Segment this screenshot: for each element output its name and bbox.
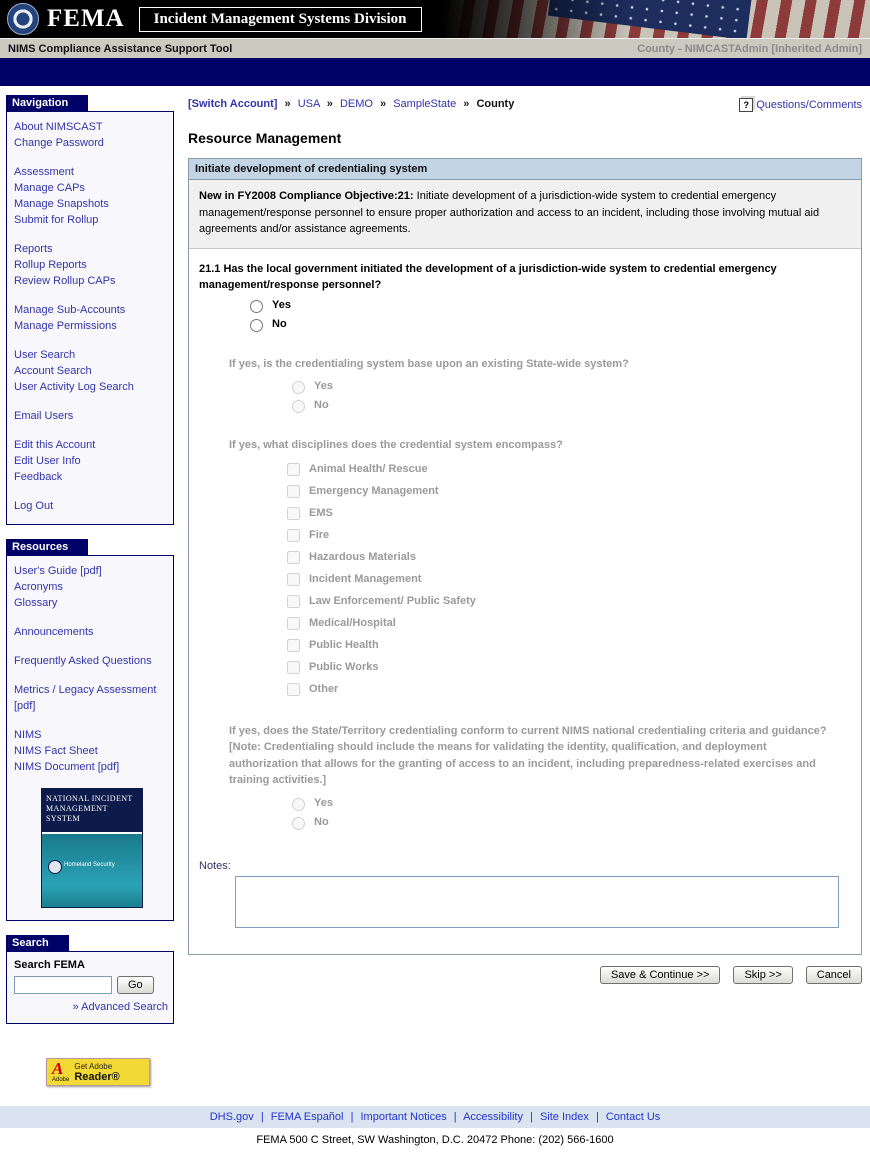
sidebar-item-metrics-legacy-assessment[interactable]: Metrics / Legacy Assessment [pdf]	[14, 684, 157, 712]
conform-no-radio	[292, 817, 305, 830]
sidebar-item-edit-user-info[interactable]: Edit User Info	[14, 455, 81, 467]
breadcrumb-samplestate-link[interactable]: SampleState	[393, 98, 457, 110]
discipline-emergency-management-label: Emergency Management	[309, 485, 439, 497]
discipline-incident-management-checkbox	[287, 573, 300, 586]
sidebar-item-assessment[interactable]: Assessment	[14, 166, 74, 178]
footer-link-site-index[interactable]: Site Index	[539, 1111, 589, 1123]
advanced-search-link[interactable]: » Advanced Search	[72, 1001, 168, 1013]
app-toolbar	[0, 38, 870, 58]
discipline-public-works-checkbox	[287, 661, 300, 674]
questions-comments-link[interactable]	[739, 98, 862, 112]
sidebar-item-manage-sub-accounts[interactable]: Manage Sub-Accounts	[14, 304, 126, 316]
navigation-section	[6, 95, 174, 525]
question-panel	[188, 158, 862, 955]
sidebar-item-edit-this-account[interactable]: Edit this Account	[14, 439, 96, 451]
sidebar-item-glossary[interactable]: Glossary	[14, 597, 58, 609]
sidebar-item-about-nimscast[interactable]: About NIMSCAST	[14, 121, 103, 133]
adobe-logo-icon: A Adobe	[52, 1059, 70, 1083]
discipline-emergency-management-checkbox	[287, 485, 300, 498]
footer-link-fema-espanol[interactable]: FEMA Español	[270, 1111, 344, 1123]
discipline-animal-health-label: Animal Health/ Rescue	[309, 463, 428, 475]
sidebar-item-change-password[interactable]: Change Password	[14, 137, 104, 149]
footer-separator: |	[530, 1111, 533, 1123]
discipline-other-checkbox	[287, 683, 300, 696]
form-actions	[188, 966, 862, 984]
fema-brand: FEMA	[47, 5, 125, 32]
sidebar-item-acronyms[interactable]: Acronyms	[14, 581, 63, 593]
sidebar-item-nims-fact-sheet[interactable]: NIMS Fact Sheet	[14, 745, 98, 757]
objective-lead: New in FY2008 Compliance Objective:21:	[199, 190, 414, 202]
us-flag-image	[440, 0, 870, 38]
resources-header: Resources	[6, 539, 88, 555]
search-input[interactable]	[14, 976, 112, 994]
account-label: County - NIMCASTAdmin [Inherited Admin]	[637, 42, 862, 55]
navy-band	[0, 58, 870, 86]
footer-separator: |	[595, 1111, 599, 1123]
sidebar-item-manage-snapshots[interactable]: Manage Snapshots	[14, 198, 109, 210]
discipline-incident-management-label: Incident Management	[309, 573, 422, 585]
footer-link-accessibility[interactable]: Accessibility	[463, 1111, 523, 1123]
discipline-ems-label: EMS	[309, 507, 333, 519]
sidebar-item-user-search[interactable]: User Search	[14, 349, 76, 361]
discipline-fire-label: Fire	[309, 529, 330, 541]
statewide-yes-radio	[292, 381, 305, 394]
question-text: Has the local government initiated the development of a jurisdiction-wide system to credential emergency management/response personnel?	[199, 262, 777, 291]
footer-link-important-notices[interactable]: Important Notices	[360, 1111, 447, 1123]
cover-title: NATIONAL INCIDENT MANAGEMENT SYSTEM	[42, 789, 142, 834]
footer-address: FEMA 500 C Street, SW Washington, D.C. 20472 Phone: (202) 566-1600	[256, 1134, 614, 1146]
search-section	[6, 935, 174, 1024]
dhs-seal-icon	[48, 860, 62, 874]
discipline-ems-checkbox	[287, 507, 300, 520]
statewide-yes-label: Yes	[314, 380, 333, 392]
discipline-law-enforcement-label: Law Enforcement/ Public Safety	[309, 595, 476, 607]
sidebar-item-submit-for-rollup[interactable]: Submit for Rollup	[14, 214, 99, 226]
discipline-public-health-label: Public Health	[309, 639, 379, 651]
masthead	[0, 0, 870, 38]
flag-fade	[440, 0, 870, 38]
sidebar-item-announcements[interactable]: Announcements	[14, 626, 94, 638]
panel-header: Initiate development of credentialing system	[189, 159, 861, 180]
sidebar-item-nims[interactable]: NIMS	[14, 729, 42, 741]
footer-link-contact-us[interactable]: Contact Us	[605, 1111, 661, 1123]
sidebar-item-rollup-reports[interactable]: Rollup Reports	[14, 259, 87, 271]
save-continue-button[interactable]: Save & Continue >>	[600, 966, 720, 984]
footer-separator: |	[260, 1111, 264, 1123]
switch-account-link[interactable]: [Switch Account]	[188, 98, 278, 110]
compliance-objective	[189, 180, 861, 249]
search-header: Search	[6, 935, 69, 951]
subquestion-statewide: If yes, is the credentialing system base upon an existing State-wide system?	[229, 357, 629, 370]
discipline-hazardous-materials-label: Hazardous Materials	[309, 551, 416, 563]
footer-links-bar	[0, 1106, 870, 1128]
sidebar-item-nims-document[interactable]: NIMS Document [pdf]	[14, 761, 120, 773]
question-21-1	[199, 261, 851, 294]
notes-textarea[interactable]	[235, 876, 839, 928]
discipline-fire-checkbox	[287, 529, 300, 542]
sidebar-item-feedback[interactable]: Feedback	[14, 471, 63, 483]
conform-yes-label: Yes	[314, 796, 333, 809]
questions-comments-label: Questions/Comments	[756, 99, 862, 111]
q21-1-yes-label[interactable]: Yes	[272, 298, 291, 311]
nims-document-cover-link[interactable]	[41, 788, 141, 908]
footer-separator: |	[350, 1111, 354, 1123]
statewide-no-label: No	[314, 399, 329, 411]
breadcrumb-separator: »	[463, 98, 470, 110]
q21-1-no-radio[interactable]	[250, 319, 263, 332]
sidebar-item-log-out[interactable]: Log Out	[14, 500, 54, 512]
cancel-button[interactable]: Cancel	[806, 966, 862, 984]
question-number: 21.1	[199, 262, 221, 275]
breadcrumb-separator: »	[380, 98, 387, 110]
sidebar-item-reports[interactable]: Reports	[14, 243, 53, 255]
sidebar-item-users-guide[interactable]: User's Guide [pdf]	[14, 565, 102, 577]
division-badge: Incident Management Systems Division	[139, 7, 422, 32]
main-content	[188, 95, 862, 1008]
sidebar-item-manage-permissions[interactable]: Manage Permissions	[14, 320, 117, 332]
navigation-header: Navigation	[6, 95, 88, 111]
adobe-badge-text: Get Adobe Reader®	[74, 1061, 120, 1083]
sidebar	[6, 95, 174, 1106]
discipline-public-health-checkbox	[287, 639, 300, 652]
question-mark-icon: ?	[739, 98, 753, 112]
breadcrumb-demo-link[interactable]: DEMO	[339, 98, 373, 110]
sidebar-item-email-users[interactable]: Email Users	[14, 410, 74, 422]
conform-yes-radio	[292, 798, 305, 811]
resources-section	[6, 539, 174, 921]
cover-dept-label: Homeland Security	[64, 862, 115, 868]
discipline-hazardous-materials-checkbox	[287, 551, 300, 564]
fema-seal-icon	[7, 3, 39, 35]
footer-separator: |	[453, 1111, 457, 1123]
sidebar-item-account-search[interactable]: Account Search	[14, 365, 92, 377]
conform-no-label: No	[314, 815, 329, 828]
discipline-animal-health-checkbox	[287, 463, 300, 476]
subquestion-disciplines: If yes, what disciplines does the credential system encompass?	[229, 439, 563, 451]
page-title: Resource Management	[188, 130, 342, 146]
sidebar-item-faq[interactable]: Frequently Asked Questions	[14, 655, 152, 667]
search-fema-label: Search FEMA	[14, 959, 85, 971]
discipline-other-label: Other	[309, 683, 339, 695]
search-go-button[interactable]: Go	[117, 976, 154, 994]
objective-text: Initiate development of a jurisdiction-wide system to credential emergency management/response personnel to ensure proper authorization and access to an incident, including those involving mutual aid agreements and/or assistance agreements.	[199, 190, 820, 235]
sidebar-item-manage-caps[interactable]: Manage CAPs	[14, 182, 85, 194]
adobe-reader-badge[interactable]	[46, 1058, 150, 1086]
skip-button[interactable]: Skip >>	[733, 966, 792, 984]
sidebar-item-user-activity-log-search[interactable]: User Activity Log Search	[14, 381, 134, 393]
subquestion-conform: If yes, does the State/Territory credentialing conform to current NIMS national credentialing criteria and guidance? [Note: Credentialing should include the means for validating the identity, qualification, and deployment authorization that allows for the granting of access to an incident, including preparedness-related exercises and training activities.]	[229, 724, 827, 786]
notes-label: Notes:	[199, 859, 231, 872]
cover-art	[42, 834, 142, 907]
breadcrumb	[188, 98, 514, 110]
discipline-medical-hospital-checkbox	[287, 617, 300, 630]
q21-1-no-label[interactable]: No	[272, 317, 287, 330]
discipline-law-enforcement-checkbox	[287, 595, 300, 608]
q21-1-yes-radio[interactable]	[250, 300, 263, 313]
footer-link-dhs[interactable]: DHS.gov	[209, 1111, 254, 1123]
statewide-no-radio	[292, 400, 305, 413]
discipline-medical-hospital-label: Medical/Hospital	[309, 617, 396, 629]
breadcrumb-current: County	[476, 98, 515, 110]
breadcrumb-separator: »	[284, 98, 291, 110]
app-title: NIMS Compliance Assistance Support Tool	[8, 42, 233, 55]
discipline-public-works-label: Public Works	[309, 661, 379, 673]
nims-document-cover-image	[41, 788, 143, 908]
breadcrumb-usa-link[interactable]: USA	[297, 98, 320, 110]
sidebar-item-review-rollup-caps[interactable]: Review Rollup CAPs	[14, 275, 116, 287]
breadcrumb-separator: »	[326, 98, 333, 110]
